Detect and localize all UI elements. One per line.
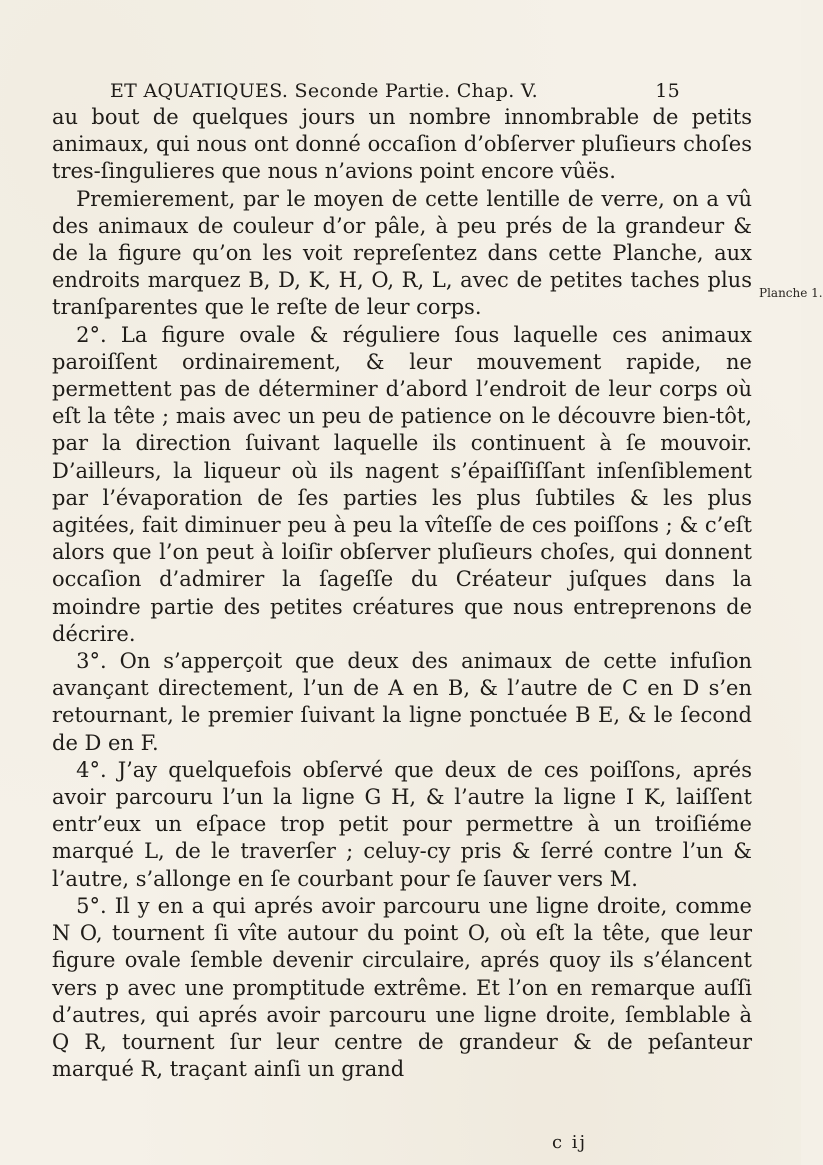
paragraph-5: 5°. Il y en a qui aprés avoir parcouru une ligne droite, comme N O, tournent ſi vîte autour du point O, où eſt la tête, que leur figure ovale ſemble devenir circulaire, aprés quoy ils s’élancent vers p avec une promptitude extrême. Et l’on en remarque auſſi d’autres, qui aprés avoir parcouru une ligne droite, ſemblable à Q R, tournent ſur leur centre de grandeur & de peſanteur marqué R, traçant ainſi un grand (52, 893, 752, 1082)
paragraph-4: 4°. J’ay quelquefois obſervé que deux de ces poiſſons, aprés avoir parcouru l’un la ligne G H, & l’autre la ligne I K, laiſſent entr’eux un eſpace trop petit pour permettre à un troiſiéme marqué L, de le traverſer ; celuy-cy pris & ſerré contre l’un & l’autre, s’allonge en ſe courbant pour ſe ſauver vers M. (52, 757, 752, 891)
paragraph-2: 2°. La figure ovale & réguliere ſous laquelle ces animaux paroiſſent ordinairement, & leur mouvement rapide, ne permettent pas de déterminer d’abord l’endroit de leur corps où eſt la tête ; mais avec un peu de patience on le découvre bien-tôt, par la direction ſuivant laquelle ils continuent à ſe mouvoir. D’ailleurs, la liqueur où ils nagent s’épaiſſiſſant inſenſiblement par l’évaporation de ſes parties les plus ſubtiles & les plus agitées, fait diminuer peu à peu la vîteſſe de ces poiſſons ; & c’eſt alors que l’on peut à loiſir obſerver pluſieurs choſes, qui donnent occaſion d’admirer la ſageſſe du Créateur juſques dans la moindre partie des petites créatures que nous entreprenons de décrire. (52, 322, 752, 646)
paragraph-premierement: Premierement, par le moyen de cette lentille de verre, on a vû des animaux de couleur d’or pâle, à peu prés de la grandeur & de la figure qu’on les voit repreſentez dans cette Planche, aux endroits marquez B, D, K, H, O, R, L, avec de petites taches plus tranſparentes que le reſte de leur corps. (52, 186, 752, 320)
page-number: 15 (655, 80, 680, 102)
body-text (52, 104, 752, 1083)
signature-mark: c ij (552, 1132, 588, 1153)
marginal-note-planche: Planche 1. (759, 286, 823, 300)
running-title: ET AQUATIQUES. Seconde Partie. Chap. V. (110, 80, 538, 102)
paragraph-continuation: au bout de quelques jours un nombre innombrable de petits animaux, qui nous ont donné occaſion d’obſerver pluſieurs choſes tres-ſingulieres que nous n’avions point encore vûës. (52, 105, 752, 184)
paragraph-3: 3°. On s’apperçoit que deux des animaux de cette infuſion avançant directement, l’un de A en B, & l’autre de C en D s’en retournant, le premier ſuivant la ligne ponctuée B E, & le ſecond de D en F. (52, 649, 752, 755)
